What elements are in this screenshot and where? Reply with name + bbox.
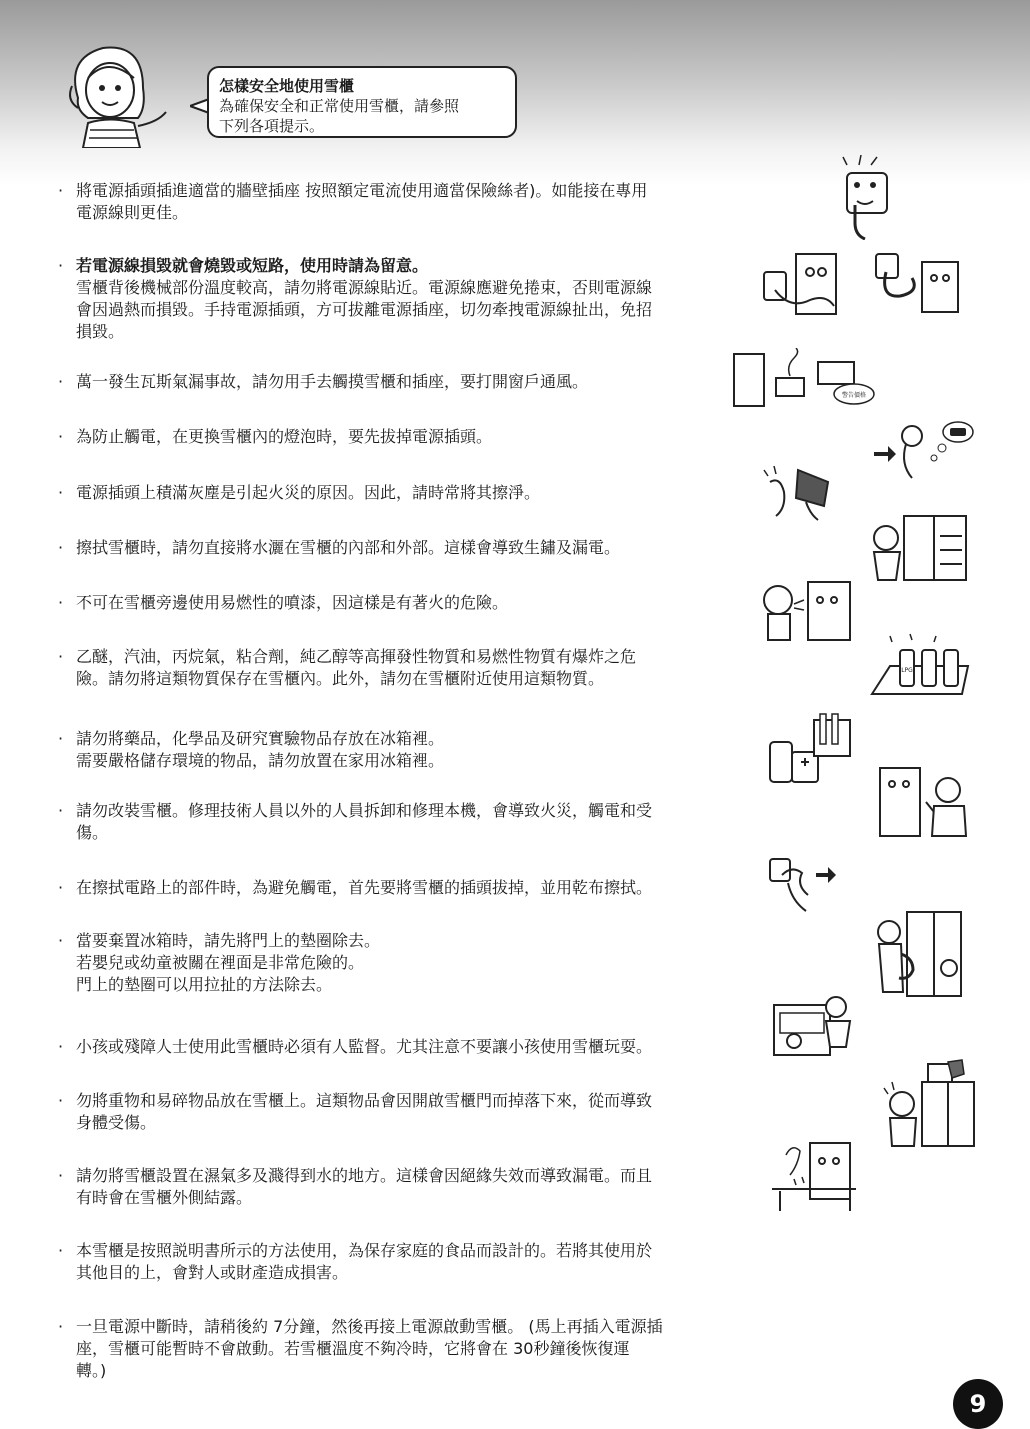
page-subtitle-line1: 為確保安全和正常使用雪櫃，請參照 <box>219 97 460 115</box>
safety-item-2 <box>58 255 730 343</box>
item-line: 身體受傷。 <box>76 1113 157 1132</box>
bullet: · <box>58 483 64 502</box>
bullet: · <box>58 801 64 820</box>
safety-item-5 <box>58 482 730 504</box>
safety-item-4 <box>58 426 730 448</box>
safety-item-10 <box>58 800 730 844</box>
gas-leak-illustration <box>730 348 875 410</box>
item-line: 其他目的上，會對人或財產造成損害。 <box>76 1263 349 1282</box>
bullet: · <box>58 1166 64 1185</box>
spray-paint-illustration <box>760 574 855 642</box>
bullet: · <box>58 729 64 748</box>
humid-location-illustration <box>770 1135 860 1213</box>
item-line: 險。請勿將這類物質保存在雪櫃內。此外，請勿在雪櫃附近使用這類物質。 <box>76 669 605 688</box>
item-line: 會因過熱而損毀。手持電源插頭，方可拔離電源插座，切勿牽拽電源線扯出，免招 <box>76 300 653 319</box>
safety-item-14 <box>58 1090 730 1134</box>
water-cleaning-illustration <box>866 512 971 584</box>
item-line: 小孩或殘障人士使用此雪櫃時必須有人監督。尤其注意不要讓小孩使用雪櫃玩耍。 <box>76 1037 653 1056</box>
item-line: 擦拭雪櫃時，請勿直接將水灑在雪櫃的內部和外部。這樣會導致生鏽及漏電。 <box>76 538 621 557</box>
volatile-bottles-illustration <box>870 632 970 700</box>
gas-sign-label: 警告價格 <box>841 392 867 399</box>
safety-item-9 <box>58 728 730 772</box>
item-line: 不可在雪櫃旁邊使用易燃性的噴漆，因這樣是有著火的危險。 <box>76 593 509 612</box>
chemicals-illustration <box>768 712 856 788</box>
item-line: 請勿改裝雪櫃。修理技術人員以外的人員拆卸和修理本機，會導致火災，觸電和受 <box>76 801 653 820</box>
safety-item-6 <box>58 537 730 559</box>
dusty-plug-illustration <box>762 462 842 522</box>
modify-repair-illustration <box>878 762 970 838</box>
bullet: · <box>58 647 64 666</box>
item-line: 本雪櫃是按照説明書所示的方法使用，為保存家庭的食品而設計的。若將其使用於 <box>76 1241 653 1260</box>
falling-objects-illustration <box>878 1058 978 1150</box>
bullet: · <box>58 1037 64 1056</box>
bullet: · <box>58 372 64 391</box>
item-line: 有時會在雪櫃外側結露。 <box>76 1188 253 1207</box>
item-line: 座，雪櫃可能暫時不會啟動。若雪櫃溫度不夠冷時，它將會在 30秒鐘後恢復運 <box>76 1339 630 1358</box>
remove-gasket-illustration <box>875 908 970 1004</box>
safety-item-1 <box>58 180 730 224</box>
item-line: 為防止觸電，在更換雪櫃內的燈泡時，要先拔掉電源插頭。 <box>76 427 493 446</box>
safety-item-7 <box>58 592 730 614</box>
item-line: 萬一發生瓦斯氣漏事故，請勿用手去觸摸雪櫃和插座，要打開窗戶通風。 <box>76 372 589 391</box>
item-line: 請勿將雪櫃設置在濕氣多及濺得到水的地方。這樣會因絕緣失效而導致漏電。而且 <box>76 1166 653 1185</box>
bullet: · <box>58 1317 64 1336</box>
item-line: 請勿將藥品，化學品及研究實驗物品存放在冰箱裡。 <box>76 729 445 748</box>
damaged-cord-illustration-1 <box>760 250 840 320</box>
bullet: · <box>58 931 64 950</box>
header-callout-box <box>207 66 517 138</box>
unplug-bulb-illustration <box>870 418 975 480</box>
mascot-woman-illustration <box>58 38 168 148</box>
page-title: 怎樣安全地使用雪櫃 <box>219 77 355 95</box>
child-supervision-illustration <box>770 993 855 1061</box>
item-line: 雪櫃背後機械部份溫度較高，請勿將電源線貼近。電源線應避免捲束，否則電源線 <box>76 278 653 297</box>
bullet: · <box>58 1091 64 1110</box>
item-line: 電源插頭上積滿灰塵是引起火災的原因。因此，請時常將其擦淨。 <box>76 483 541 502</box>
safety-item-3 <box>58 371 730 393</box>
safety-item-16 <box>58 1240 730 1284</box>
lpg-label: LPG <box>901 667 913 674</box>
item-line: 轉。) <box>76 1361 107 1380</box>
bullet: · <box>58 1241 64 1260</box>
wall-outlet-plug-illustration <box>825 155 895 240</box>
item-line: 若嬰兒或幼童被關在裡面是非常危險的。 <box>76 953 365 972</box>
item-line: 一旦電源中斷時，請稍後約 7分鐘，然後再接上電源啟動雪櫃。 (馬上再插入電源插 <box>76 1317 663 1336</box>
bullet: · <box>58 427 64 446</box>
item-line: 傷。 <box>76 823 109 842</box>
item-line: 乙醚，汽油，丙烷氣，粘合劑，純乙醇等高揮發性物質和易燃性物質有爆炸之危 <box>76 647 637 666</box>
page-number-badge: 9 <box>953 1379 1003 1429</box>
item-line: 損毀。 <box>76 322 125 341</box>
damaged-cord-illustration-2 <box>870 248 960 316</box>
item-line: 在擦拭電路上的部件時，為避免觸電，首先要將雪櫃的插頭拔掉，並用乾布擦拭。 <box>76 878 653 897</box>
safety-item-15 <box>58 1165 730 1209</box>
safety-item-13 <box>58 1036 730 1058</box>
safety-item-17 <box>58 1316 730 1382</box>
item-line: 將電源插頭插進適當的牆壁插座 按照額定電流使用適當保險絲者)。如能接在專用 <box>76 181 648 200</box>
item-line: 門上的墊圈可以用拉扯的方法除去。 <box>76 975 333 994</box>
item-line: 電源線則更佳。 <box>76 203 189 222</box>
item-line: 勿將重物和易碎物品放在雪櫃上。這類物品會因開啟雪櫃門而掉落下來，從而導致 <box>76 1091 653 1110</box>
item-heading: 若電源線損毀就會燒毀或短路，使用時請為留意。 <box>76 256 429 275</box>
bullet: · <box>58 538 64 557</box>
bullet: · <box>58 593 64 612</box>
safety-item-11 <box>58 877 730 899</box>
item-line: 當要棄置冰箱時，請先將門上的墊圈除去。 <box>76 931 381 950</box>
safety-item-8 <box>58 646 730 690</box>
bullet: · <box>58 256 64 275</box>
item-line: 需要嚴格儲存環境的物品，請勿放置在家用冰箱裡。 <box>76 751 445 770</box>
safety-item-12 <box>58 930 730 996</box>
bullet: · <box>58 181 64 200</box>
unplug-wipe-illustration <box>768 855 838 913</box>
page-subtitle-line2: 下列各項提示。 <box>219 117 325 135</box>
bullet: · <box>58 878 64 897</box>
